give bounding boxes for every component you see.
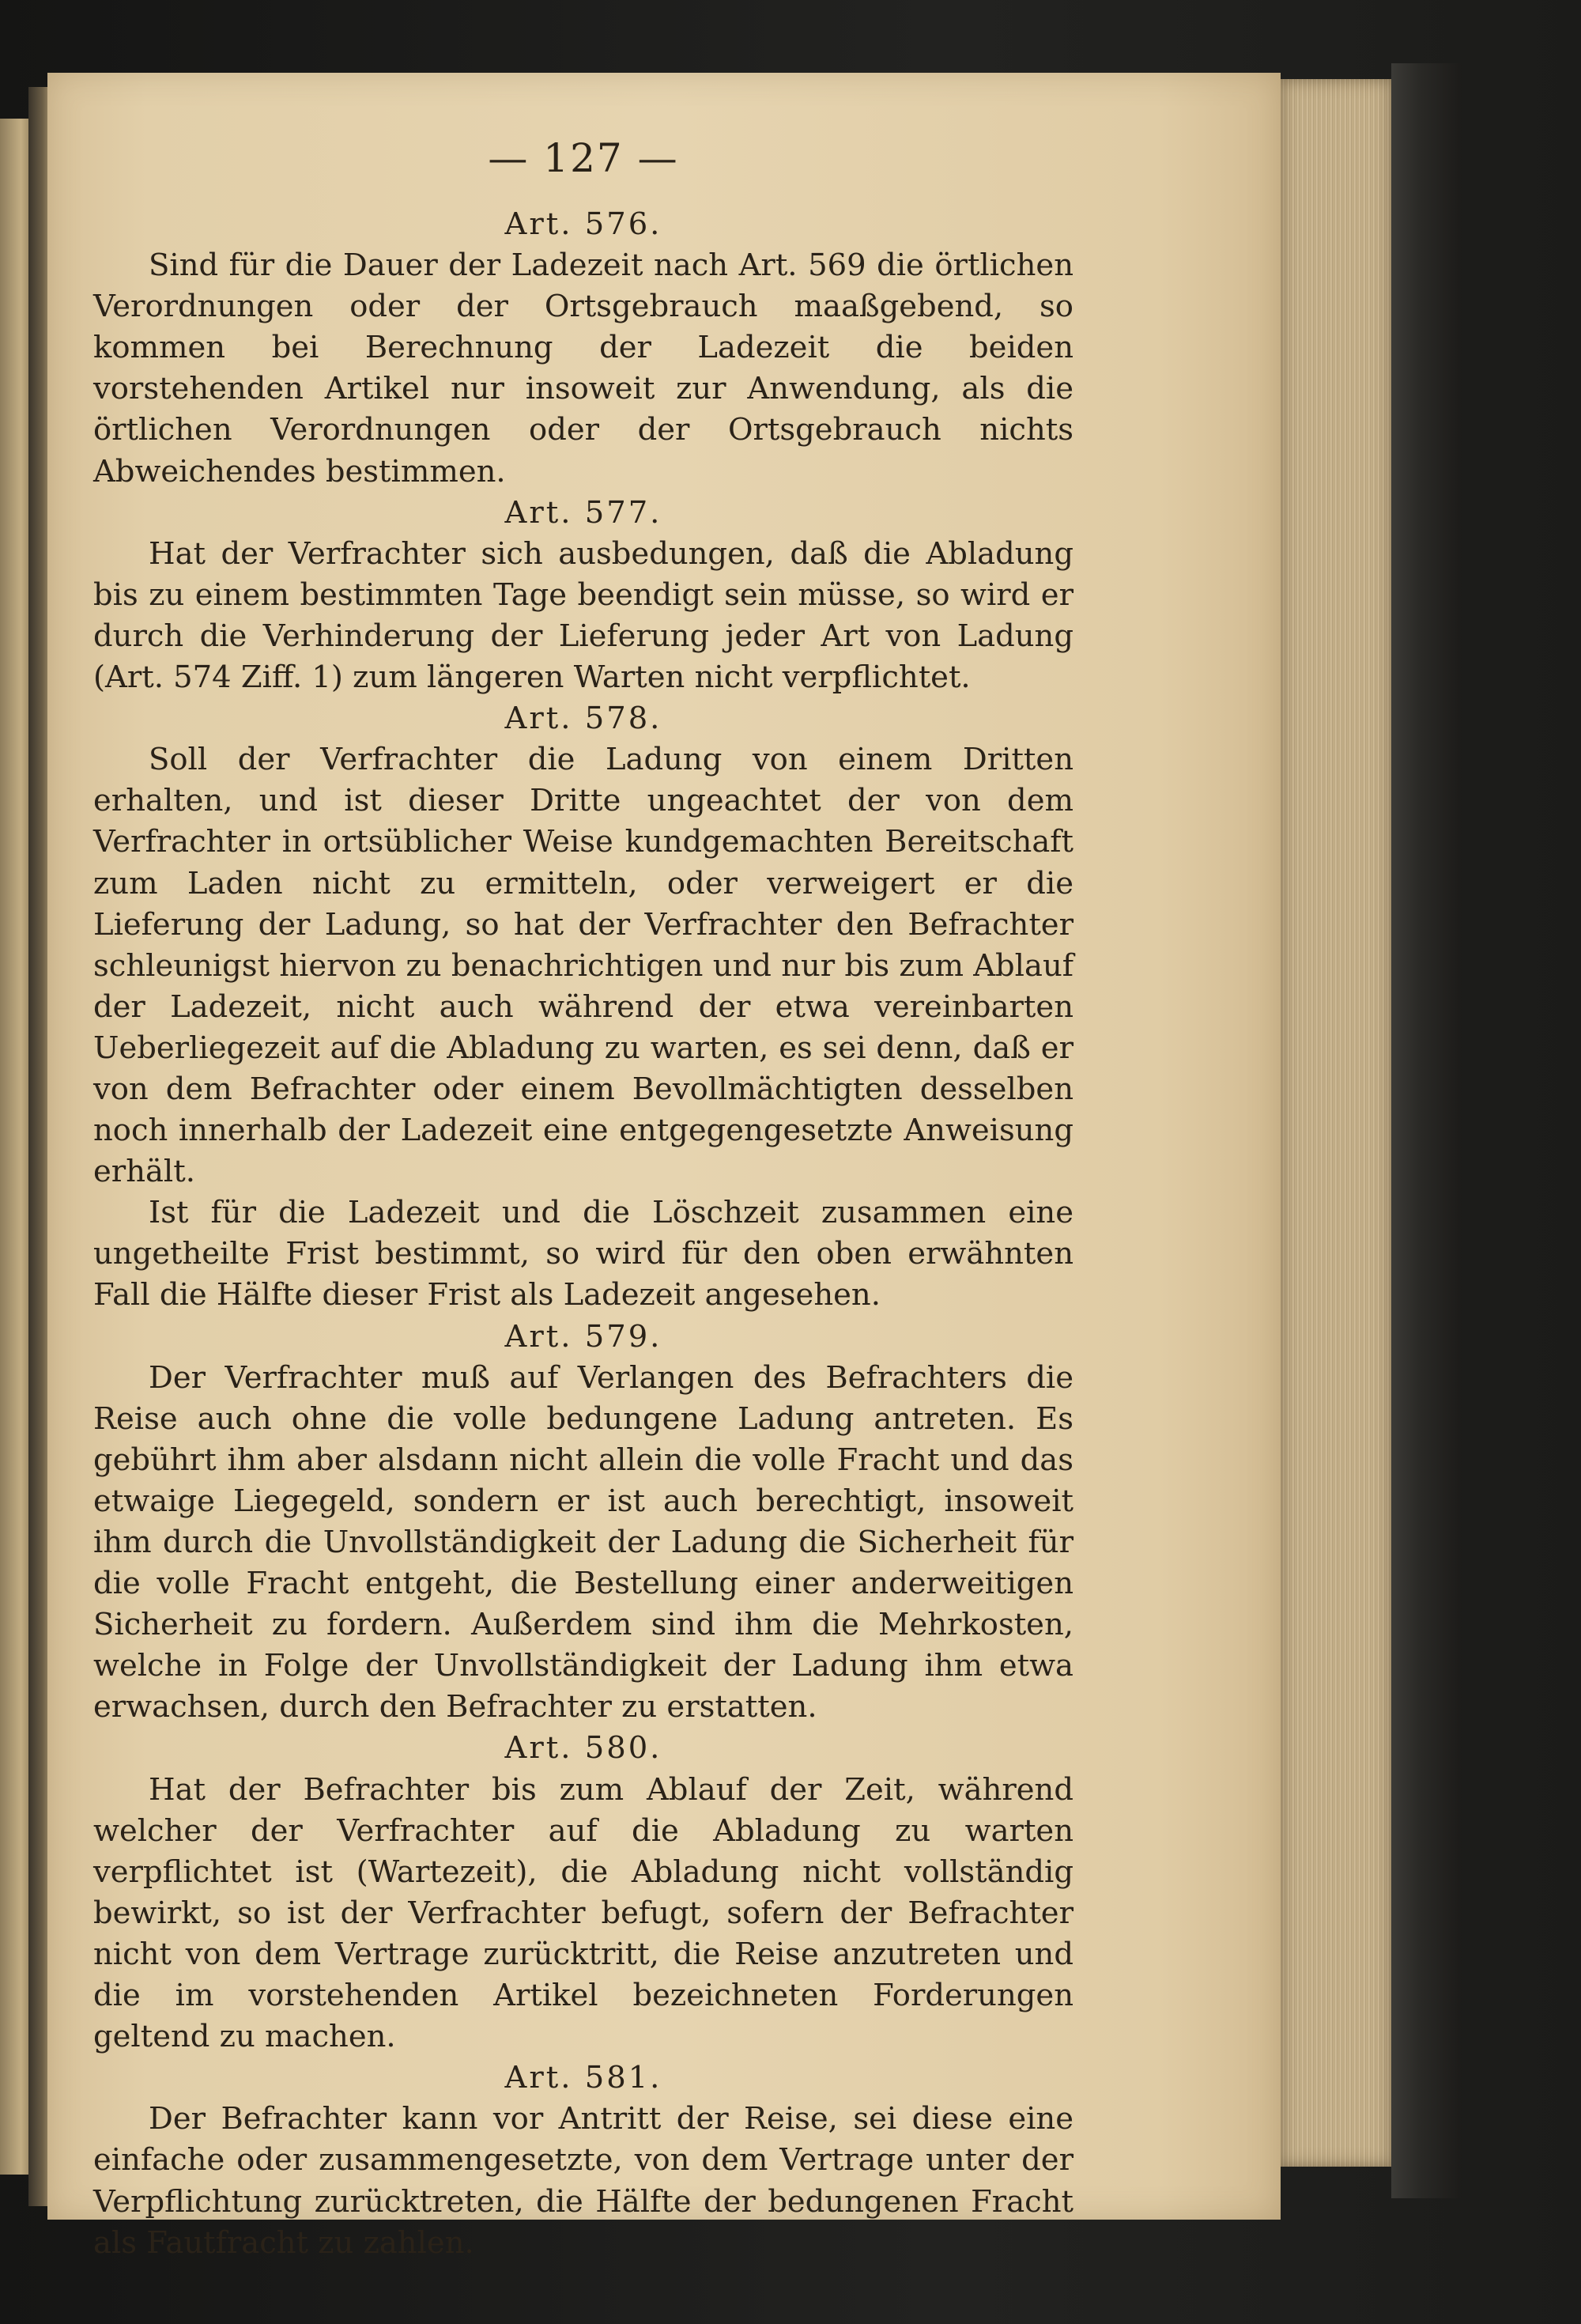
article-paragraph: Der Befrachter kann vor Antritt der Reise, sei diese eine einfache oder zusammengesetzte, von dem Vertrage unter der Verpflichtung zurücktreten, die Hälfte der bedungenen Fracht als Fautfracht zu zahlen. xyxy=(93,2101,1073,2261)
article-576 xyxy=(93,204,1073,493)
article-paragraph: Sind für die Dauer der Ladezeit nach Art. 569 die örtlichen Verordnungen oder der Ortsgebrauch maaßgebend, so kommen bei Berechnung der Ladezeit die beiden vorstehenden Artikel nur insoweit zur Anwendung, als die örtlichen Verordnungen oder der Ortsgebrauch nichts Abweichendes bestimmen. xyxy=(93,248,1073,489)
article-paragraph: Hat der Befrachter bis zum Ablauf der Zeit, während welcher der Verfrachter auf die Abladung zu warten verpflichtet ist (Wartezeit), die Abladung nicht vollständig bewirkt, so ist der Verfrachter befugt, sofern der Befrachter nicht von dem Vertrage zurücktritt, die Reise anzutreten und die im vorstehenden Artikel bezeichneten Forderungen geltend zu machen. xyxy=(93,1771,1073,2055)
article-paragraph: Hat der Verfrachter sich ausbedungen, daß die Abladung bis zu einem bestimmten Tage beendigt sein müsse, so wird er durch die Verhinderung der Lieferung jeder Art von Ladung (Art. 574 Ziff. 1) zum längeren Warten nicht verpflichtet. xyxy=(93,535,1073,696)
article-581 xyxy=(93,2058,1073,2263)
article-580 xyxy=(93,1728,1073,2058)
article-heading: Art. 580. xyxy=(504,1730,662,1767)
article-paragraph: Der Verfrachter muß auf Verlangen des Befrachters die Reise auch ohne die volle bedungene Ladung antreten. Es gebührt ihm aber alsdann nicht allein die volle Fracht und das etwaige Liegegeld, sondern er ist auch berechtigt, insoweit ihm durch die Unvollständigkeit der Ladung die Sicherheit für die volle Fracht entgeht, die Bestellung einer anderweitigen Sicherheit zu fordern. Außerdem sind ihm die Mehrkosten, welche in Folge der Unvollständigkeit der Ladung ihm etwa erwachsen, durch den Befrachter zu erstatten. xyxy=(93,1359,1073,1725)
article-577 xyxy=(93,493,1073,698)
book-cover-edge xyxy=(1391,63,1462,2198)
article-paragraph: Ist für die Ladezeit und die Löschzeit zusammen eine ungetheilte Frist bestimmt, so wird für den oben erwähnten Fall die Hälfte dieser Frist als Ladezeit angesehen. xyxy=(93,1195,1073,1313)
article-578 xyxy=(93,698,1073,1316)
article-heading: Art. 577. xyxy=(504,494,662,531)
page-text xyxy=(93,127,1073,2264)
article-heading: Art. 578. xyxy=(504,701,662,737)
article-paragraph: Soll der Verfrachter die Ladung von einem Dritten erhalten, und ist dieser Dritte ungeachtet der von dem Verfrachter in ortsüblicher Weise kundgemachten Bereitschaft zum Laden nicht zu ermitteln, oder verweigert er die Lieferung der Ladung, so hat der Verfrachter den Befrachter schleunigst hiervon zu benachrichtigen und nur bis zum Ablauf der Ladezeit, nicht auch während der etwa vereinbarten Ueberliegezeit auf die Abladung zu warten, es sei denn, daß er von dem Befrachter oder einem Bevollmächtigten desselben noch innerhalb der Ladezeit eine entgegengesetzte Anweisung erhält. xyxy=(93,742,1073,1190)
article-heading: Art. 579. xyxy=(504,1318,662,1355)
page-block-edges xyxy=(1281,79,1391,2167)
page-number: — 127 — xyxy=(488,135,679,181)
article-heading: Art. 576. xyxy=(504,206,662,242)
article-579 xyxy=(93,1317,1073,1729)
facing-page-edge xyxy=(0,119,30,2175)
article-heading: Art. 581. xyxy=(504,2060,662,2096)
